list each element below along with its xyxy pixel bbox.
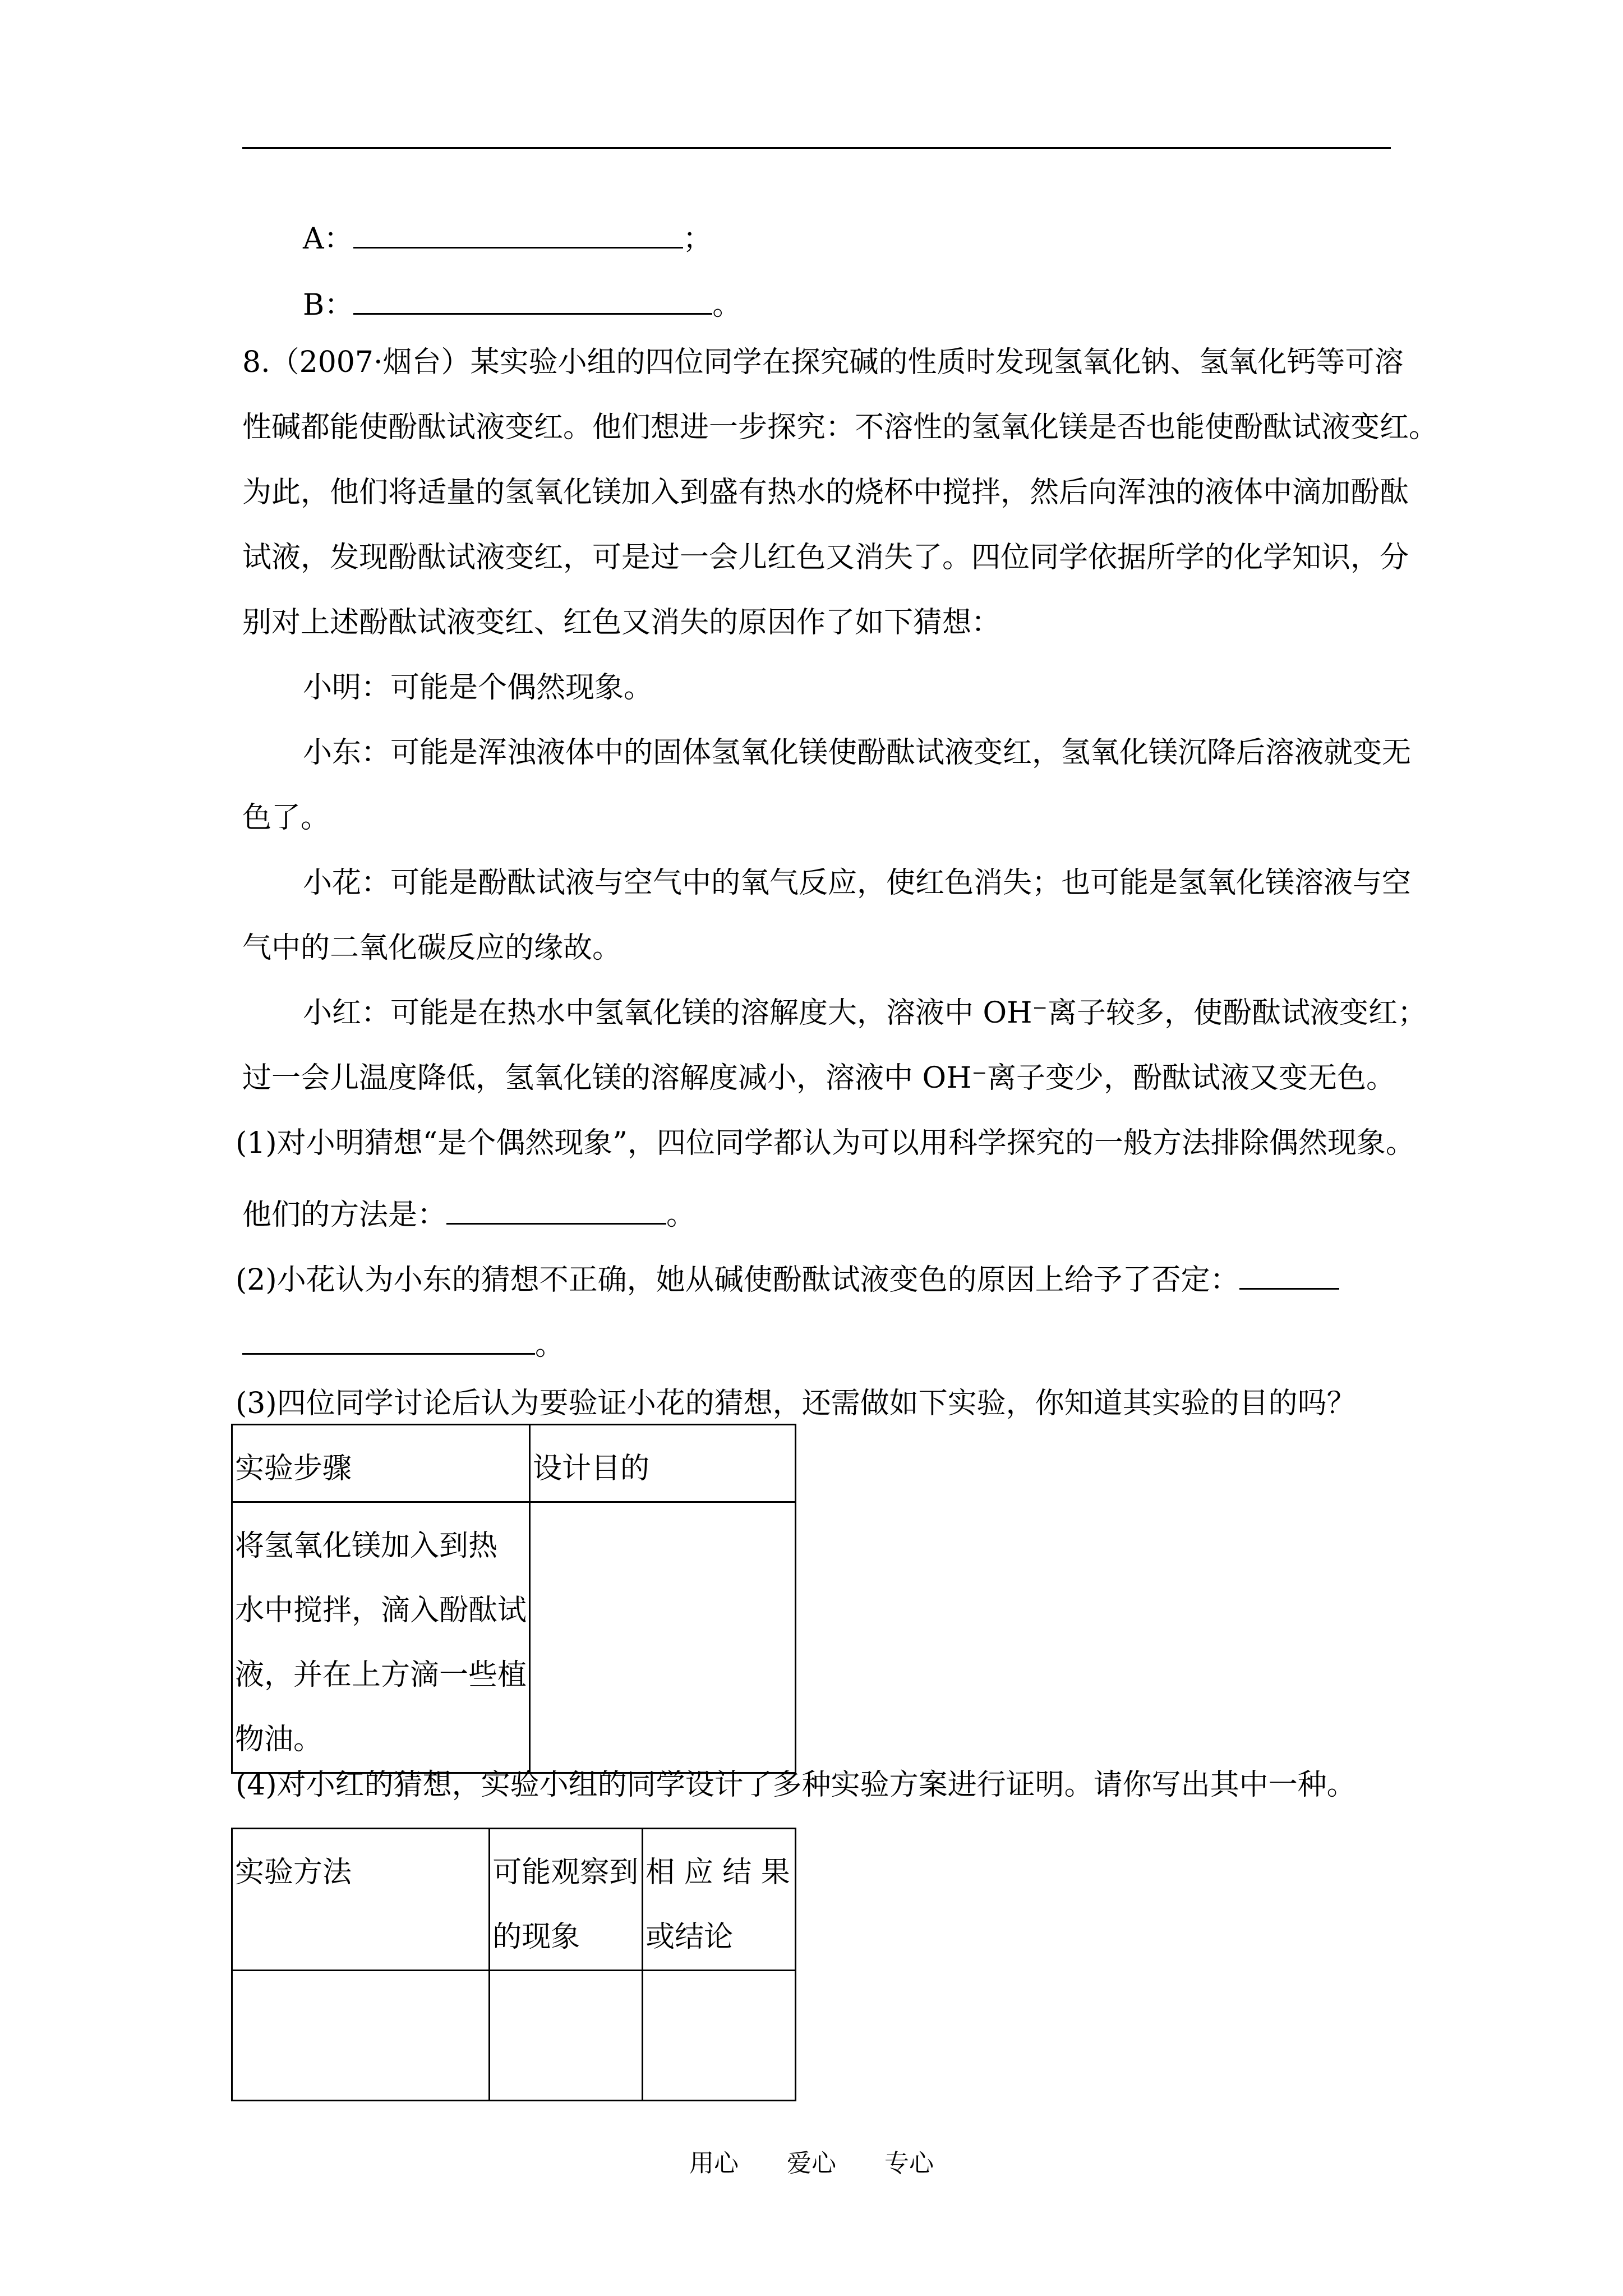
part-2-blank-1[interactable] bbox=[1239, 1259, 1339, 1290]
question-8-line-5: 别对上述酚酞试液变红、红色又消失的原因作了如下猜想： bbox=[242, 606, 1001, 639]
part-2-blank-2[interactable] bbox=[242, 1324, 535, 1355]
table2-method-answer-cell[interactable] bbox=[232, 1971, 490, 2101]
guess-xiaohua-line-1: 小花：可能是酚酞试液与空气中的氧气反应，使红色消失；也可能是氢氧化镁溶液与空 bbox=[303, 866, 1412, 900]
guess-xiaohong-line-2: 过一会儿温度降低，氢氧化镁的溶解度减小，溶液中 OH⁻离子变少，酚酞试液又变无色。 bbox=[242, 1061, 1395, 1095]
part-1-line-1: (1)对小明猜想“是个偶然现象”，四位同学都认为可以用科学探究的一般方法排除偶然现象。 bbox=[236, 1126, 1415, 1160]
table2-result-answer-cell[interactable] bbox=[643, 1971, 796, 2101]
table2-header-result: 相 应 结 果 或结论 bbox=[643, 1829, 796, 1971]
experiment-method-table bbox=[231, 1828, 796, 2101]
part-1-line-2: 他们的方法是： 。 bbox=[242, 1194, 695, 1230]
header-rule bbox=[242, 147, 1391, 149]
part-2-line-2: 。 bbox=[242, 1324, 564, 1360]
guess-xiaohua-line-2: 气中的二氧化碳反应的缘故。 bbox=[242, 931, 622, 965]
part-3-prompt: (3)四位同学讨论后认为要验证小花的猜想，还需做如下实验，你知道其实验的目的吗？ bbox=[236, 1387, 1356, 1420]
answer-b-blank[interactable] bbox=[353, 284, 712, 315]
question-8-line-1: 8.（2007·烟台）某实验小组的四位同学在探究碱的性质时发现氢氧化钠、氢氧化钙等可溶 bbox=[242, 346, 1404, 379]
guess-xiaoming: 小明：可能是个偶然现象。 bbox=[303, 671, 653, 705]
answer-b-line: B： 。 bbox=[303, 284, 741, 320]
guess-xiaodong-line-1: 小东：可能是浑浊液体中的固体氢氧化镁使酚酞试液变红，氢氧化镁沉降后溶液就变无 bbox=[303, 736, 1412, 770]
part-4-prompt: (4)对小红的猜想，实验小组的同学设计了多种实验方案进行证明。请你写出其中一种。 bbox=[236, 1768, 1356, 1802]
question-8-line-4: 试液，发现酚酞试液变红，可是过一会儿红色又消失了。四位同学依据所学的化学知识，分 bbox=[242, 541, 1409, 574]
answer-a-blank[interactable] bbox=[353, 218, 683, 249]
table1-header-step: 实验步骤 bbox=[232, 1425, 530, 1502]
experiment-purpose-table bbox=[231, 1424, 796, 1774]
guess-xiaohong-line-1: 小红：可能是在热水中氢氧化镁的溶解度大，溶液中 OH⁻离子较多，使酚酞试液变红； bbox=[303, 996, 1427, 1030]
page-footer bbox=[0, 2143, 1623, 2179]
part-1-blank[interactable] bbox=[446, 1194, 666, 1225]
footer-item: 专心 bbox=[884, 2149, 934, 2178]
table1-header-purpose: 设计目的 bbox=[530, 1425, 796, 1502]
question-number: 8.（2007·烟台） bbox=[242, 346, 471, 379]
table1-purpose-answer-cell[interactable] bbox=[530, 1502, 796, 1773]
answer-a-line: A： ； bbox=[303, 218, 712, 254]
question-8-line-3: 为此，他们将适量的氢氧化镁加入到盛有热水的烧杯中搅拌，然后向浑浊的液体中滴加酚酞 bbox=[242, 476, 1409, 509]
table2-header-phenomenon: 可能观察到 的现象 bbox=[490, 1829, 643, 1971]
footer-item: 用心 bbox=[689, 2149, 739, 2178]
guess-xiaodong-line-2: 色了。 bbox=[242, 801, 330, 835]
question-8-line-2: 性碱都能使酚酞试液变红。他们想进一步探究：不溶性的氢氧化镁是否也能使酚酞试液变红。 bbox=[242, 411, 1438, 444]
table1-step-cell: 将氢氧化镁加入到热 水中搅拌，滴入酚酞试 液，并在上方滴一些植 物油。 bbox=[232, 1502, 530, 1773]
footer-item: 爱心 bbox=[787, 2149, 836, 2178]
table2-header-method: 实验方法 bbox=[232, 1829, 490, 1971]
table2-phenomenon-answer-cell[interactable] bbox=[490, 1971, 643, 2101]
part-2-line-1: (2)小花认为小东的猜想不正确，她从碱使酚酞试液变色的原因上给予了否定： bbox=[236, 1259, 1339, 1295]
